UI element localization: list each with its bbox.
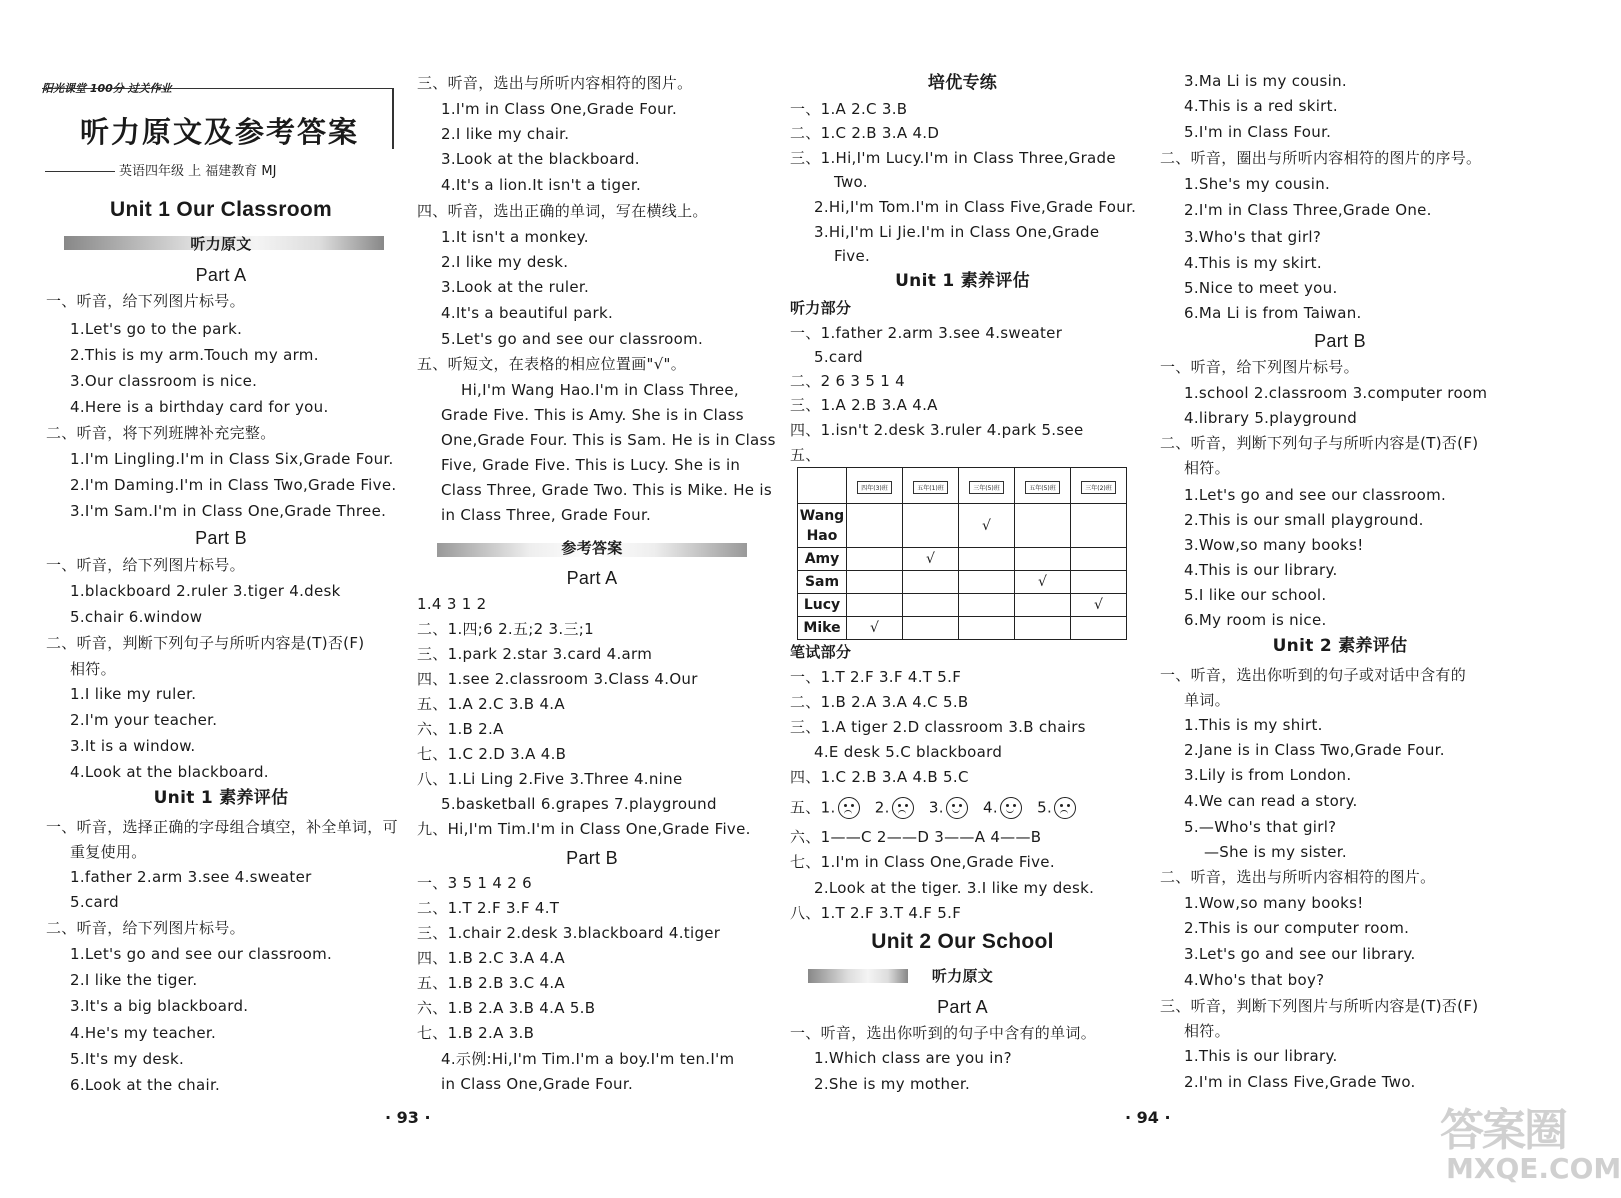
col3-line: 2.She is my mother. [814, 1075, 971, 1093]
check-cell [1015, 504, 1071, 548]
col2-line: 九、Hi,I'm Tim.I'm in Class One,Grade Five. [417, 820, 751, 838]
part-b-heading: Part B [1314, 331, 1366, 351]
col4-line: 3.Ma Li is my cousin. [1184, 72, 1348, 90]
col2-line: 1.4 3 1 2 [417, 595, 487, 613]
col4-line: 5.I like our school. [1184, 586, 1327, 604]
student-name: Mike [798, 617, 847, 640]
face-label-5: 5. [1037, 798, 1053, 817]
col3-line: 七、1.I'm in Class One,Grade Five. [790, 853, 1055, 871]
table-header-cell [903, 468, 959, 504]
col3-line: 1.Which class are you in? [814, 1049, 1012, 1067]
col4-line: 1.This is my shirt. [1184, 716, 1323, 734]
check-cell: √ [1015, 571, 1071, 594]
col2-line: One,Grade Four. This is Sam. He is in Class [441, 431, 776, 449]
col2-line: 五、1.A 2.C 3.B 4.A [417, 695, 565, 713]
col2-line: 3.Look at the ruler. [441, 278, 590, 296]
page-subtitle [45, 160, 393, 179]
check-cell [903, 594, 959, 617]
sad-face-icon [838, 797, 860, 819]
col1-line: 一、听音，给下列图片标号。 [46, 292, 245, 310]
col2-line: 八、1.Li Ling 2.Five 3.Three 4.nine [417, 770, 683, 788]
col1-line: 1.Let's go and see our classroom. [70, 945, 333, 963]
class-label: 三年(5)班 [969, 481, 1004, 494]
faces-label: 五、1. [790, 798, 836, 817]
check-cell: √ [1071, 594, 1127, 617]
table-header-cell [1071, 468, 1127, 504]
page-number-right: · 94 · [1125, 1108, 1171, 1127]
col3-line: 2.Hi,I'm Tom.I'm in Class Five,Grade Four. [814, 198, 1137, 216]
col1-line: 相符。 [70, 660, 116, 678]
col4-line: 三、听音，判断下列图片与所听内容是(T)否(F) [1160, 997, 1479, 1015]
col2-line: in Class One,Grade Four. [441, 1075, 634, 1093]
watermark-logo-text: 答案圈 [1440, 1105, 1566, 1156]
check-cell: √ [847, 617, 903, 640]
part-a-heading: Part A [566, 568, 618, 588]
col4-line: 2.I'm in Class Three,Grade One. [1184, 201, 1432, 219]
col4-line: 5.I'm in Class Four. [1184, 123, 1332, 141]
table-row [798, 504, 1127, 548]
col1-line: 3.It is a window. [70, 737, 196, 755]
col3-line: 五、 [790, 446, 821, 464]
col3-line: 一、1.A 2.C 3.B [790, 100, 908, 118]
student-name: Sam [798, 571, 847, 594]
check-cell [1015, 594, 1071, 617]
col4-line: 一、听音，给下列图片标号。 [1160, 358, 1359, 376]
col1-line: 二、听音，判断下列句子与所听内容是(T)否(F) [46, 634, 365, 652]
part-b-heading: Part B [195, 528, 247, 548]
col1-line: 二、听音，给下列图片标号。 [46, 919, 245, 937]
written-section-heading: 笔试部分 [790, 643, 852, 661]
col4-line: 相符。 [1184, 1022, 1230, 1040]
col1-line: 5.card [70, 893, 119, 911]
col3-line: 二、1.C 2.B 3.A 4.D [790, 124, 940, 142]
col1-line: 1.blackboard 2.ruler 3.tiger 4.desk [70, 582, 341, 600]
col2-line: 4.It's a beautiful park. [441, 304, 614, 322]
check-cell [1015, 548, 1071, 571]
col2-line: 2.I like my desk. [441, 253, 569, 271]
col4-line: 1.Let's go and see our classroom. [1184, 486, 1447, 504]
watermark [1440, 1094, 1621, 1189]
check-cell: √ [959, 504, 1015, 548]
col4-line: 单词。 [1184, 691, 1230, 709]
check-cell [1071, 504, 1127, 548]
col3-line: 三、1.A tiger 2.D classroom 3.B chairs [790, 718, 1086, 736]
col2-line: 六、1.B 2.A 3.B 4.A 5.B [417, 999, 596, 1017]
col3-line: 一、1.T 2.F 3.F 4.T 5.F [790, 668, 962, 686]
col4-line: 2.I'm in Class Five,Grade Two. [1184, 1073, 1416, 1091]
col1-line: 3.Our classroom is nice. [70, 372, 258, 390]
col2-line: 四、1.B 2.C 3.A 4.A [417, 949, 565, 967]
col2-line: in Class Three, Grade Four. [441, 506, 652, 524]
col2-line: 四、听音，选出正确的单词，写在横线上。 [417, 202, 708, 220]
col4-line: 3.Wow,so many books! [1184, 536, 1364, 554]
table-row [798, 571, 1127, 594]
table-header-cell [959, 468, 1015, 504]
col3-line: 六、1——C 2——D 3——A 4——B [790, 828, 1042, 846]
col1-line: 1.I'm Lingling.I'm in Class Six,Grade Four. [70, 450, 394, 468]
col3-line: 八、1.T 2.F 3.T 4.F 5.F [790, 904, 962, 922]
col2-line: Class Three, Grade Two. This is Mike. He is [441, 481, 772, 499]
check-cell [959, 571, 1015, 594]
check-cell [847, 504, 903, 548]
col4-line: 1.Wow,so many books! [1184, 894, 1364, 912]
col4-line: 5.—Who's that girl? [1184, 818, 1337, 836]
page-number-left: · 93 · [385, 1108, 431, 1127]
part-a-heading: Part A [937, 997, 988, 1017]
col4-line: 5.Nice to meet you. [1184, 279, 1338, 297]
page-title: 听力原文及参考答案 [80, 115, 360, 149]
col4-line: 6.Ma Li is from Taiwan. [1184, 304, 1362, 322]
check-cell [959, 548, 1015, 571]
col4-line: 二、听音，判断下列句子与所听内容是(T)否(F) [1160, 434, 1479, 452]
col3-line: 二、1.B 2.A 3.A 4.C 5.B [790, 693, 969, 711]
face-label-2: 2. [874, 798, 890, 817]
class-label: 三年(2)班 [1081, 481, 1116, 494]
col2-line: Grade Five. This is Amy. She is in Class [441, 406, 744, 424]
col2-line: 3.Look at the blackboard. [441, 150, 640, 168]
col3-line: 一、听音，选出你听到的句子中含有的单词。 [790, 1024, 1097, 1042]
class-label: 五年(5)班 [1025, 481, 1060, 494]
check-cell [959, 594, 1015, 617]
smile-face-icon [946, 797, 968, 819]
table-header-cell [1015, 468, 1071, 504]
col3-line: 3.Hi,I'm Li Jie.I'm in Class One,Grade [814, 223, 1100, 241]
col1-line: 2.This is my arm.Touch my arm. [70, 346, 319, 364]
col2-line: 4.It's a lion.It isn't a tiger. [441, 176, 642, 194]
col2-line: 二、1.T 2.F 3.F 4.T [417, 899, 560, 917]
sad-face-icon [1054, 797, 1076, 819]
col2-line: 4.示例:Hi,I'm Tim.I'm a boy.I'm ten.I'm [441, 1050, 735, 1068]
col1-line: 一、听音，给下列图片标号。 [46, 556, 245, 574]
sad-face-icon [892, 797, 914, 819]
col1-line: 2.I'm Daming.I'm in Class Two,Grade Five. [70, 476, 397, 494]
col1-line: 1.I like my ruler. [70, 685, 197, 703]
table-corner [798, 468, 847, 504]
col2-line: 二、1.四;6 2.五;2 3.三;1 [417, 620, 594, 638]
col3-line: 三、1.Hi,I'm Lucy.I'm in Class Three,Grade [790, 149, 1116, 167]
col3-line: 5.card [814, 348, 863, 366]
col3-line: 四、1.C 2.B 3.A 4.B 5.C [790, 768, 969, 786]
col3-line: 四、1.isn't 2.desk 3.ruler 4.park 5.see [790, 421, 1084, 439]
col4-line: —She is my sister. [1204, 843, 1347, 861]
col4-line: 4.This is our library. [1184, 561, 1338, 579]
col2-line: 七、1.C 2.D 3.A 4.B [417, 745, 567, 763]
check-cell [903, 504, 959, 548]
col3-line: 二、2 6 3 5 1 4 [790, 372, 906, 390]
col2-line: 七、1.B 2.A 3.B [417, 1024, 535, 1042]
brand-label: 阳光课堂 100分 过关作业 [42, 82, 172, 95]
col2-line: 四、1.see 2.classroom 3.Class 4.Our [417, 670, 698, 688]
student-name: Wang Hao [798, 504, 847, 548]
col4-line: 相符。 [1184, 459, 1230, 477]
check-cell [1015, 617, 1071, 640]
table-row [798, 594, 1127, 617]
class-label: 五年(1)班 [913, 481, 948, 494]
check-cell [847, 594, 903, 617]
col4-line: 1.school 2.classroom 3.computer room [1184, 384, 1488, 402]
col1-line: 5.chair 6.window [70, 608, 203, 626]
watermark-site-text: MXQE.COM [1446, 1152, 1621, 1185]
part-b-heading: Part B [566, 848, 618, 868]
check-cell: √ [903, 548, 959, 571]
col1-line: 二、听音，将下列班牌补充完整。 [46, 424, 276, 442]
col2-line: 一、3 5 1 4 2 6 [417, 874, 533, 892]
listening-section-heading: 听力部分 [790, 299, 852, 317]
col1-line: 3.I'm Sam.I'm in Class One,Grade Three. [70, 502, 387, 520]
table-row [798, 548, 1127, 571]
student-name: Amy [798, 548, 847, 571]
col4-line: 6.My room is nice. [1184, 611, 1327, 629]
col1-line: 4.Here is a birthday card for you. [70, 398, 329, 416]
col2-line: 六、1.B 2.A [417, 720, 504, 738]
col4-line: 1.This is our library. [1184, 1047, 1338, 1065]
col4-line: 二、听音，选出与所听内容相符的图片。 [1160, 868, 1436, 886]
col1-line: 1.Let's go to the park. [70, 320, 243, 338]
col1-line: 重复使用。 [70, 843, 147, 861]
col4-line: 4.This is my skirt. [1184, 254, 1322, 272]
unit2-eval-heading: Unit 2 素养评估 [1272, 636, 1408, 656]
col4-line: 3.Let's go and see our library. [1184, 945, 1416, 963]
answer-table [797, 467, 1127, 640]
part-a-heading: Part A [195, 265, 247, 285]
col2-line: 5.Let's go and see our classroom. [441, 330, 704, 348]
col2-line: 三、1.chair 2.desk 3.blackboard 4.tiger [417, 924, 721, 942]
col4-line: 4.We can read a story. [1184, 792, 1358, 810]
col1-line: 5.It's my desk. [70, 1050, 185, 1068]
col2-line: 五、1.B 2.B 3.C 4.A [417, 974, 565, 992]
check-cell [1071, 548, 1127, 571]
check-cell [1071, 571, 1127, 594]
col3-line: Five. [834, 247, 871, 265]
col2-line: 五、听短文，在表格的相应位置画"√"。 [417, 355, 687, 373]
col4-line: 1.She's my cousin. [1184, 175, 1331, 193]
col4-line: 二、听音，圈出与所听内容相符的图片的序号。 [1160, 149, 1482, 167]
unit2-heading: Unit 2 Our School [871, 930, 1054, 953]
listening-text-heading: 听力原文 [190, 235, 252, 253]
check-cell [903, 571, 959, 594]
answers-heading: 参考答案 [561, 539, 623, 557]
peiyou-heading: 培优专练 [927, 73, 998, 93]
subtitle-text: 英语四年级 上 福建教育 MJ [119, 164, 277, 179]
subtitle-rule [45, 171, 115, 172]
unit1-eval-heading: Unit 1 素养评估 [895, 271, 1030, 291]
col1-line: 4.Look at the blackboard. [70, 763, 269, 781]
col4-line: 4.This is a red skirt. [1184, 97, 1338, 115]
col1-line: 6.Look at the chair. [70, 1076, 221, 1094]
col1-line: 2.I like the tiger. [70, 971, 198, 989]
col3-line: 4.E desk 5.C blackboard [814, 743, 1003, 761]
col2-line: 5.basketball 6.grapes 7.playground [441, 795, 717, 813]
col4-line: 2.Jane is in Class Two,Grade Four. [1184, 741, 1445, 759]
col2-line: Hi,I'm Wang Hao.I'm in Class Three, [461, 381, 739, 399]
col4-line: 2.This is our small playground. [1184, 511, 1424, 529]
col1-line: 4.He's my teacher. [70, 1024, 217, 1042]
col4-line: 3.Lily is from London. [1184, 766, 1352, 784]
col2-line: 2.I like my chair. [441, 125, 570, 143]
col2-line: 三、听音，选出与所听内容相符的图片。 [417, 74, 693, 92]
face-label-3: 3. [928, 798, 944, 817]
col3-line: 一、1.father 2.arm 3.see 4.sweater [790, 324, 1063, 342]
col4-line: 3.Who's that girl? [1184, 228, 1322, 246]
col1-line: 1.father 2.arm 3.see 4.sweater [70, 868, 312, 886]
col4-line: 2.This is our computer room. [1184, 919, 1410, 937]
check-cell [1071, 617, 1127, 640]
col2-line: 1.It isn't a monkey. [441, 228, 589, 246]
col3-line: 三、1.A 2.B 3.A 4.A [790, 396, 938, 414]
check-cell [847, 548, 903, 571]
class-label: 四年(3)班 [857, 481, 892, 494]
col1-line: 一、听音，选择正确的字母组合填空，补全单词，可 [46, 818, 398, 836]
unit1-heading: Unit 1 Our Classroom [110, 198, 332, 221]
check-cell [847, 571, 903, 594]
smile-face-icon [1000, 797, 1022, 819]
check-cell [959, 617, 1015, 640]
check-cell [903, 617, 959, 640]
col2-line: 三、1.park 2.star 3.card 4.arm [417, 645, 653, 663]
listening-text-heading: 听力原文 [931, 967, 994, 985]
col3-line: 2.Look at the tiger. 3.I like my desk. [814, 879, 1095, 897]
col4-line: 4.library 5.playground [1184, 409, 1358, 427]
col4-line: 一、听音，选出你听到的句子或对话中含有的 [1160, 666, 1467, 684]
col1-line: 2.I'm your teacher. [70, 711, 218, 729]
face-label-4: 4. [983, 798, 998, 817]
col2-line: Five, Grade Five. This is Lucy. She is in [441, 456, 741, 474]
col2-line: 1.I'm in Class One,Grade Four. [441, 100, 678, 118]
table-header-cell [847, 468, 903, 504]
col4-line: 4.Who's that boy? [1184, 971, 1325, 989]
col1-line: 3.It's a big blackboard. [70, 997, 249, 1015]
student-name: Lucy [798, 594, 847, 617]
faces-row [790, 797, 1076, 819]
table-row [798, 617, 1127, 640]
unit1-eval-heading: Unit 1 素养评估 [153, 788, 289, 808]
col3-line: Two. [834, 173, 868, 191]
